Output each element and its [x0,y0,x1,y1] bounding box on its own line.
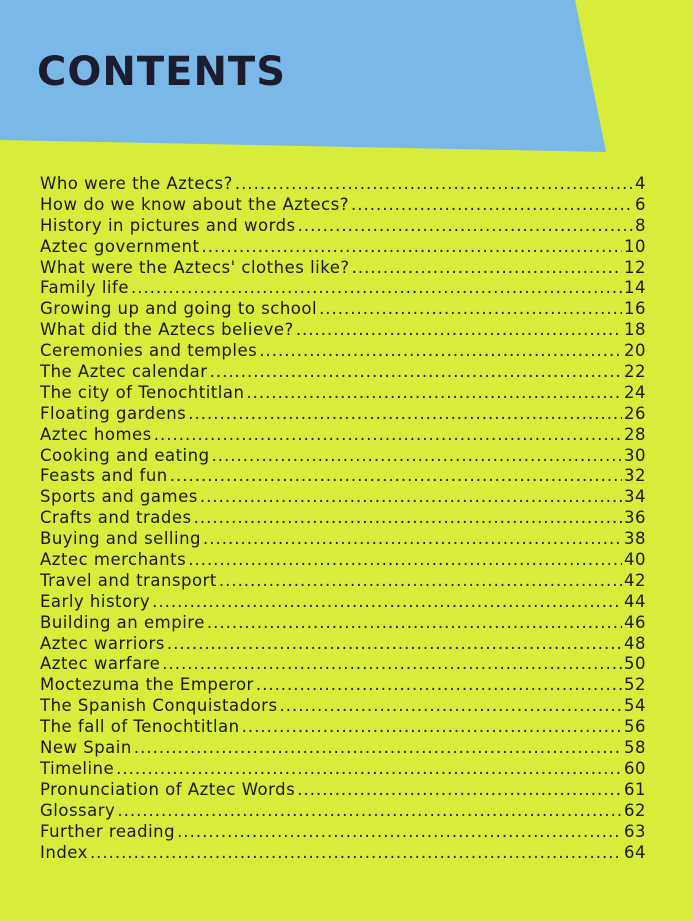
dot-leader [210,362,622,381]
toc-entry [40,508,646,529]
toc-entry [40,780,646,801]
toc-entry [40,425,646,446]
toc-entry-page: 42 [624,570,646,590]
toc-entry [40,696,646,717]
toc-entry-page: 64 [624,842,646,862]
toc-entry [40,383,646,404]
dot-leader [188,550,622,569]
toc-entry-title: Building an empire [40,612,205,632]
toc-entry-page: 50 [624,654,646,674]
toc-entry [40,634,646,655]
dot-leader [152,592,622,611]
toc-entry-page: 8 [635,215,646,235]
toc-entry-page: 26 [624,403,646,423]
toc-entry [40,717,646,738]
dot-leader [280,696,622,715]
toc-entry [40,675,646,696]
toc-entry [40,487,646,508]
toc-entry [40,613,646,634]
toc-entry-page: 56 [624,717,646,737]
dot-leader [194,508,622,527]
toc-entry [40,404,646,425]
dot-leader [298,216,633,235]
toc-entry [40,550,646,571]
toc-entry-title: Further reading [40,821,176,841]
toc-entry-page: 48 [624,633,646,653]
toc-entry-page: 36 [624,508,646,528]
dot-leader [256,675,622,694]
toc-entry-title: Aztec warriors [40,633,165,653]
dot-leader [219,571,622,590]
toc-entry [40,341,646,362]
toc-entry-page: 20 [624,341,646,361]
dot-leader [116,759,622,778]
dot-leader [117,801,622,820]
toc-entry-title: Sports and games [40,487,198,507]
dot-leader [212,446,622,465]
toc-entry-page: 58 [624,738,646,758]
dot-leader [200,487,622,506]
dot-leader [351,195,633,214]
toc-entry [40,237,646,258]
dot-leader [203,529,622,548]
toc-entry-title: The Spanish Conquistadors [40,696,278,716]
toc-entry [40,278,646,299]
toc-entry-page: 46 [624,612,646,632]
toc-entry-title: Aztec government [40,236,200,256]
dot-leader [296,320,622,339]
toc-entry-title: Aztec warfare [40,654,161,674]
toc-entry-title: Buying and selling [40,529,202,549]
toc-entry-page: 30 [624,445,646,465]
toc-entry-title: Glossary [40,800,116,820]
toc-entry-page: 24 [624,382,646,402]
toc-entry [40,320,646,341]
toc-entry-page: 34 [624,487,646,507]
toc-entry-page: 38 [624,529,646,549]
toc-entry-page: 60 [624,758,646,778]
dot-leader [134,738,622,757]
toc-entry-title: Early history [40,591,151,611]
dot-leader [167,634,622,653]
toc-entry-page: 40 [624,550,646,570]
dot-leader [319,299,622,318]
toc-entry-title: The fall of Tenochtitlan [40,717,240,737]
toc-entry-page: 12 [624,257,646,277]
toc-entry-page: 32 [624,466,646,486]
toc-entry [40,843,646,864]
toc-entry [40,466,646,487]
dot-leader [297,780,622,799]
table-of-contents [40,174,646,863]
toc-entry-title: The Aztec calendar [40,362,208,382]
dot-leader [352,258,622,277]
toc-entry-page: 6 [635,194,646,214]
toc-entry-page: 63 [624,821,646,841]
toc-entry-title: Moctezuma the Emperor [40,675,254,695]
toc-entry [40,529,646,550]
toc-entry-title: Crafts and trades [40,508,192,528]
toc-entry-title: Index [40,842,88,862]
toc-entry [40,299,646,320]
dot-leader [188,404,622,423]
toc-entry-title: Timeline [40,758,115,778]
page-title: CONTENTS [37,49,287,95]
toc-entry [40,801,646,822]
toc-entry-page: 18 [624,320,646,340]
toc-entry-title: Aztec merchants [40,550,187,570]
toc-entry-title: History in pictures and words [40,215,296,235]
dot-leader [162,654,622,673]
toc-entry-title: Growing up and going to school [40,299,318,319]
dot-leader [170,466,622,485]
toc-entry-page: 28 [624,424,646,444]
toc-entry [40,174,646,195]
toc-entry [40,759,646,780]
dot-leader [207,613,622,632]
dot-leader [177,822,622,841]
dot-leader [246,383,622,402]
dot-leader [242,717,622,736]
toc-entry [40,571,646,592]
toc-entry-title: What were the Aztecs' clothes like? [40,257,350,277]
toc-entry-title: Travel and transport [40,570,217,590]
toc-entry-page: 44 [624,591,646,611]
toc-entry-page: 14 [624,278,646,298]
dot-leader [201,237,622,256]
toc-entry-title: The city of Tenochtitlan [40,382,245,402]
toc-entry [40,195,646,216]
toc-entry [40,258,646,279]
toc-entry [40,654,646,675]
toc-entry-title: Floating gardens [40,403,187,423]
toc-entry-page: 61 [624,779,646,799]
toc-entry-page: 22 [624,362,646,382]
toc-entry-page: 52 [624,675,646,695]
toc-entry [40,216,646,237]
dot-leader [154,425,622,444]
toc-entry-title: Feasts and fun [40,466,168,486]
toc-entry [40,738,646,759]
toc-entry-page: 4 [635,174,646,193]
toc-entry-page: 62 [624,800,646,820]
toc-entry [40,446,646,467]
toc-entry-title: Who were the Aztecs? [40,174,233,193]
toc-entry [40,822,646,843]
dot-leader [90,843,622,862]
toc-entry-page: 54 [624,696,646,716]
toc-entry [40,592,646,613]
toc-entry-title: Cooking and eating [40,445,210,465]
toc-entry-title: How do we know about the Aztecs? [40,194,349,214]
toc-entry-title: New Spain [40,738,132,758]
toc-entry [40,362,646,383]
toc-entry-title: Aztec homes [40,424,152,444]
dot-leader [259,341,622,360]
toc-entry-title: What did the Aztecs believe? [40,320,294,340]
toc-entry-page: 16 [624,299,646,319]
toc-entry-title: Pronunciation of Aztec Words [40,779,296,799]
dot-leader [235,174,633,193]
dot-leader [131,278,622,297]
toc-entry-title: Ceremonies and temples [40,341,258,361]
toc-entry-title: Family life [40,278,129,298]
toc-entry-page: 10 [624,236,646,256]
